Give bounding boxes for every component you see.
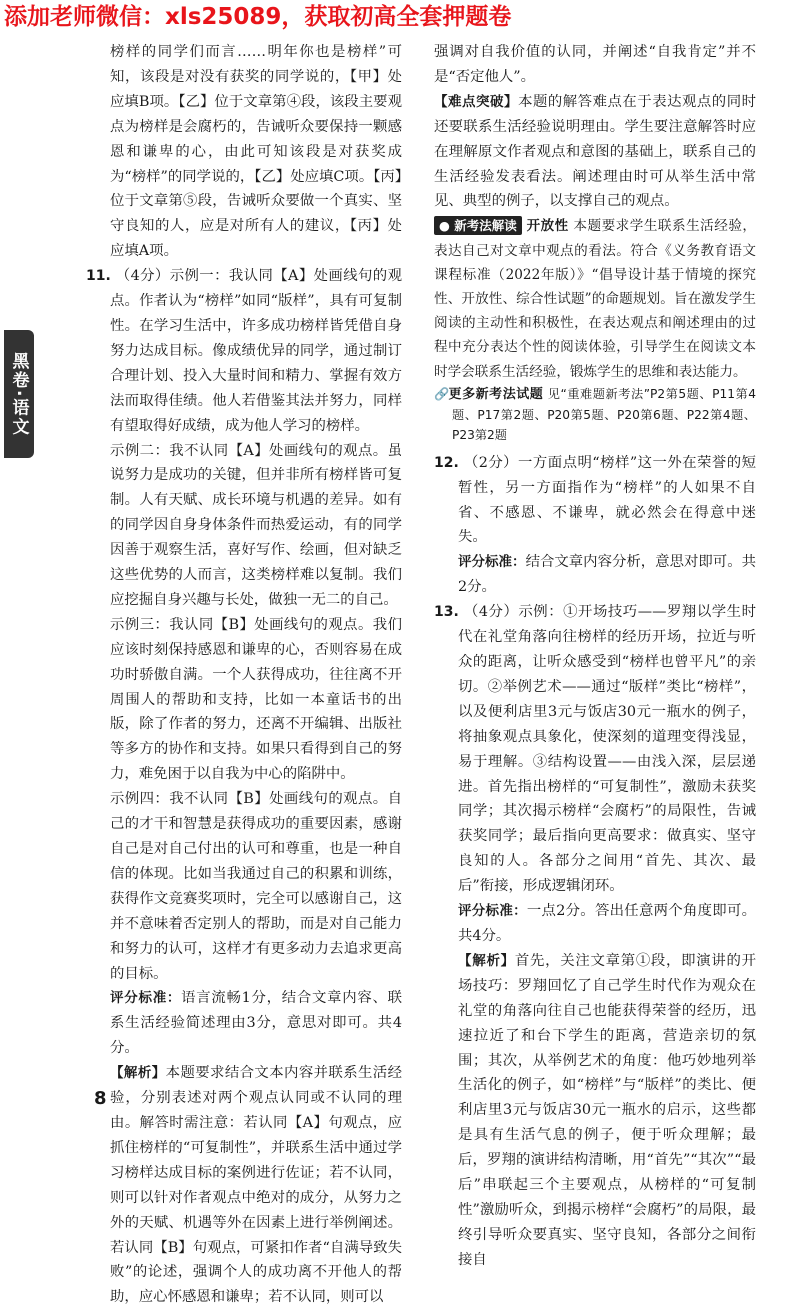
intro-paragraph: 榜样的同学们而言……明年你也是榜样”可知，该段是对没有获奖的同学说的，【甲】处应填B项。【乙】位于文章第④段，该段主要观点为榜样是会腐朽的，告诫听众要保持一颗感恩和谦卑的心，由此可知该段是对获奖成为“榜样”的同学说的，【乙】处应填C项。【丙】位于文章第⑤段，告诫听众要做一个真实、坚守良知的人，应是对所有人的建议，【丙】处应填A项。	[110, 44, 402, 260]
q11-scoring: 评分标准：语言流畅1分，结合文章内容、联系生活经验简述理由3分，意思对即可。共4分。	[110, 990, 402, 1057]
q13-scoring: 评分标准：一点2分。答出任意两个角度即可。共4分。	[458, 903, 756, 944]
q11-analysis: 【解析】本题要求结合文本内容并联系生活经验，分别表述对两个观点认同或不认同的理由。解答时需注意：若认同【A】句观点，应抓住榜样的“可复制性”，并联系生活中通过学习榜样达成目标的案例进行佐证；若不认同，则可以针对作者观点中绝对的成分，从努力之外的天赋、机遇等外在因素上进行举例阐述。若认同【B】句观点，可紧扣作者“自满导致失败”的论述，强调个人的成功离不开他人的帮助，应心怀感恩和谦卑；若不认同，则可以	[110, 1065, 402, 1306]
q11-number: 11.	[86, 268, 111, 285]
scoring-label: 评分标准：	[458, 554, 526, 571]
scoring-label: 评分标准：	[458, 903, 527, 920]
more-label: 更多新考法试题	[448, 386, 544, 402]
watermark-banner: 添加老师微信：xls25089，获取初高全套押题卷	[4, 4, 512, 30]
q11-example-4: 示例四：我不认同【B】处画线句的观点。自己的才干和智慧是获得成功的重要因素，感谢自己是对自己付出的认可和尊重，也是一种自信的体现。比如当我通过自己的积累和训练，获得作文竞赛奖项时，完全可以感谢自己，这并不意味着否定别人的帮助，而是对自己能力和努力的认可，这样才有更多动力去追求更高的目标。	[110, 791, 402, 982]
scoring-label: 评分标准：	[110, 990, 182, 1007]
new-method-explanation: ● 新考法解读 开放性 本题要求学生联系生活经验，表达自己对文章中观点的看法。符合《义务教育语文课程标准（2022年版）》“倡导设计基于情境的探究性、开放性、综合性试题”的命题规划。旨在激发学生阅读的主动性和积极性，在表达观点和阐述理由的过程中充分表达个性的阅读体验，引导学生在阅读文本时学会联系生活经验，锻炼学生的思维和表达能力。	[434, 218, 757, 380]
bulb-icon: ●	[439, 218, 450, 234]
analysis-label: 【解析】	[110, 1065, 166, 1082]
side-tab: 黑卷·语文	[4, 330, 34, 458]
q13-answer: 13. （4分）示例：①开场技巧——罗翔以学生时代在礼堂角落向往榜样的经历开场，拉近与听众的距离，让听众感受到“榜样也曾平凡”的亲切。②举例艺术——通过“版样”类比“榜样”，以及便利店里3元与饭店30元一瓶水的例子，将抽象观点具象化，使深刻的道理变得浅显，易于理解。③结构设置——由浅入深，层层递进。首先指出榜样的“可复制性”，激励未获奖同学；其次揭示榜样“会腐朽”的局限性，告诫获奖同学；最后指向更高要求：做真实、坚守良知的人。各部分之间用“首先、其次、最后”衔接，形成逻辑闭环。	[434, 604, 756, 895]
q12-number: 12.	[434, 454, 459, 471]
q12-scoring: 评分标准：结合文章内容分析，意思对即可。共2分。	[458, 554, 756, 596]
q11-example-2: 示例二：我不认同【A】处画线句的观点。虽说努力是成功的关键，但并非所有榜样皆可复制。人有天赋、成长环境与机遇的差异。如有的同学因自身身体条件而热爱运动，有的同学因善于观察生活，喜好写作、绘画，但对缺乏这些优势的人而言，这类榜样难以复制。我们应挖掘自身兴趣与长处，做独一无二的自己。	[110, 442, 402, 608]
analysis-label: 【解析】	[458, 952, 515, 969]
left-column	[86, 40, 402, 1310]
q12-answer: 12. （2分）一方面点明“榜样”这一外在荣誉的短暂性，另一方面指作为“榜样”的人如果不自省、不感恩、不谦卑，就必然会在得意中迷失。	[434, 454, 757, 546]
link-icon: 🔗	[434, 386, 450, 401]
new-method-badge: ● 新考法解读	[434, 216, 522, 235]
right-column	[434, 40, 756, 1273]
q11-example-1: 11. （4分）示例一：我认同【A】处画线句的观点。作者认为“榜样”如同“版样”，具有可复制性。在学习生活中，许多成功榜样皆凭借自身努力达成目标。像成绩优异的同学，通过制订合理计划、投入大量时间和精力、掌握有效方法而取得佳绩。他人若借鉴其法并努力，同样有望取得好成绩，成为他人学习的榜样。	[86, 268, 402, 434]
q11-analysis-continued: 强调对自我价值的认同，并阐述“自我肯定”并不是“否定他人”。	[434, 44, 756, 85]
q11-example-3: 示例三：我认同【B】处画线句的观点。我们应该时刻保持感恩和谦卑的心，否则容易在成功时骄傲自满。一个人获得成功，往往离不开周围人的帮助和支持，比如一本童话书的出版，除了作者的努力，还离不开编辑、出版社等多方的协作和支持。如果只看得到自己的努力，难免困于以自我为中心的陷阱中。	[110, 616, 402, 783]
page-number: 8	[94, 1088, 107, 1109]
difficulty-label: 【难点突破】	[434, 93, 519, 110]
more-questions: 🔗更多新考法试题 见“重难题新考法”P2第5题、P11第4题、P17第2题、P20第5题、P20第6题、P22第4题、P23第2题	[434, 384, 756, 445]
q13-analysis: 【解析】首先，关注文章第①段，即演讲的开场技巧：罗翔回忆了自己学生时代作为观众在礼堂的角落向往自己也能获得荣誉的经历，迅速拉近了和台下学生的距离，营造亲切的氛围；其次，从举例艺术的角度：他巧妙地列举生活化的例子，如“榜样”与“版样”的类比、便利店里3元与饭店30元一瓶水的启示，这些都是具有生活气息的例子，便于听众理解；最后，罗翔的演讲结构清晰，用“首先”“其次”“最后”串联起三个主要观点，从榜样的“可复制性”激励听众，到揭示榜样“会腐朽”的局限，最终引导听众要真实、坚守良知，各部分之间衔接自	[458, 952, 757, 1268]
q13-number: 13.	[434, 604, 459, 621]
difficulty-breakthrough: 【难点突破】本题的解答难点在于表达观点的同时还要联系生活经验说明理由。学生要注意解答时应在理解原文作者观点和意图的基础上，联系自己的生活经验发表看法。阐述理由时可从举生活中常见、典型的例子，以支撑自己的观点。	[434, 93, 756, 210]
openness-label: 开放性	[526, 218, 569, 235]
